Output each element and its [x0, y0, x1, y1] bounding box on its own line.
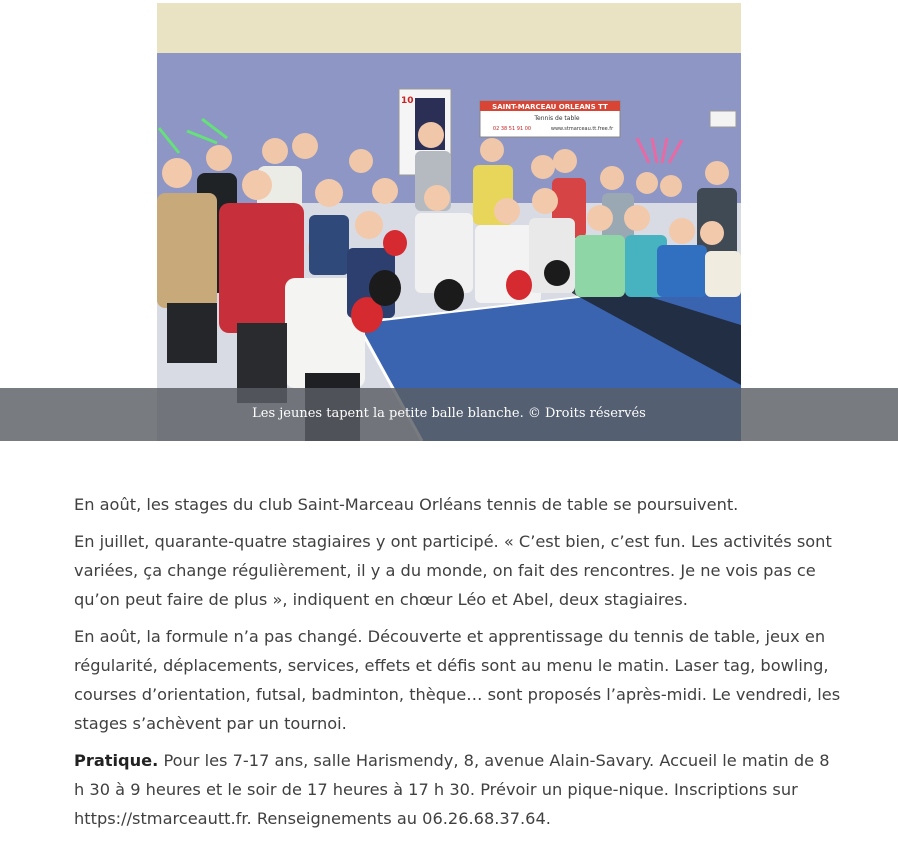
banner-title: SAINT-MARCEAU ORLEANS TT [492, 103, 608, 111]
poster-number: 10 [401, 96, 414, 106]
article-paragraph: En août, la formule n’a pas changé. Découverte et apprentissage du tennis de table, jeux en régularité, déplacements, services, effets et défis sont au menu le matin. Laser tag, bowling, courses d’orientation, futsal, badminton, thèque… sont proposés l’après-midi. Le vendredi, les stages s’achèvent par un tournoi. [74, 627, 841, 733]
article-paragraph: En août, les stages du club Saint-Marceau Orléans tennis de table se poursuivent. [74, 495, 739, 514]
club-banner [480, 101, 620, 137]
practical-label: Pratique. [74, 751, 159, 770]
banner-subtitle: Tennis de table [534, 115, 580, 122]
group-photo-illustration [157, 3, 741, 441]
practical-text: Pour les 7-17 ans, salle Harismendy, 8, avenue Alain-Savary. Accueil le matin de 8 h 30 à 9 heures et le soir de 17 heures à 17 h 30. Prévoir un pique-nique. Inscriptions sur https://stmarceautt.fr. Renseignements au 06.26.68.37.64. [74, 751, 830, 828]
article-body [74, 490, 844, 841]
banner-url: www.stmarceau.tt.free.fr [550, 126, 614, 132]
article-paragraph: En juillet, quarante-quatre stagiaires y ont participé. « C’est bien, c’est fun. Les activités sont variées, ça change régulièrement, il y a du monde, on fait des rencontres. Je ne vois pas ce qu’on peut faire de plus », indiquent en chœur Léo et Abel, deux stagiaires. [74, 532, 832, 609]
group-photo [157, 3, 741, 441]
banner-phone: 02 38 51 91 00 [492, 126, 532, 132]
practical-info-paragraph [74, 746, 844, 833]
photo-caption: Les jeunes tapent la petite balle blanche. © Droits réservés [252, 406, 646, 421]
